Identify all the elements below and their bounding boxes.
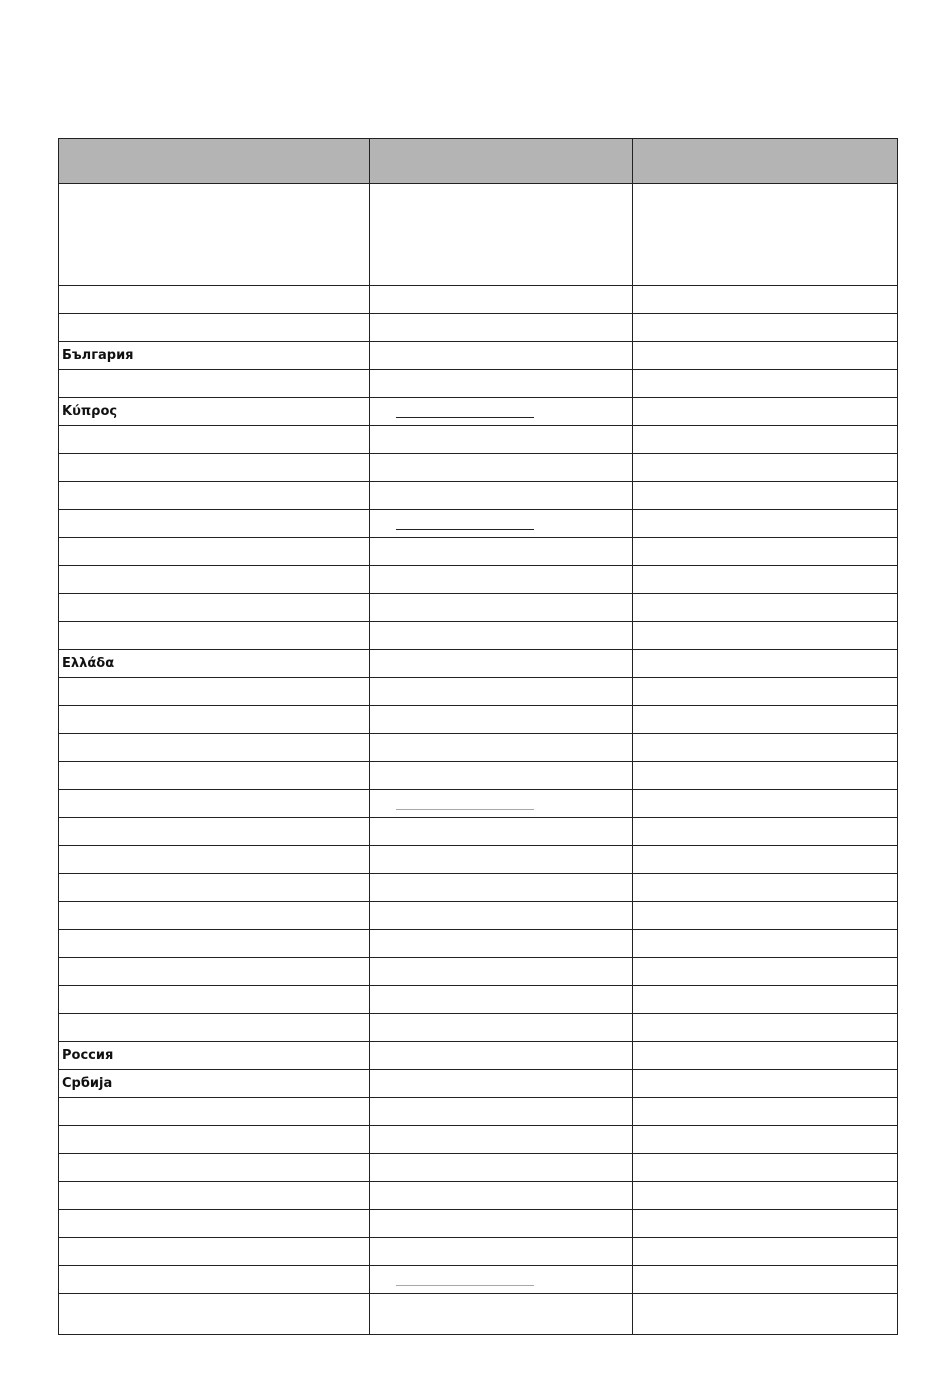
info-cell	[632, 734, 897, 762]
table-row	[59, 184, 898, 286]
info-cell	[632, 846, 897, 874]
info-cell	[632, 958, 897, 986]
contact-cell	[370, 734, 632, 762]
table-row	[59, 706, 898, 734]
country-cell	[59, 482, 370, 510]
country-cell	[59, 678, 370, 706]
country-cell	[59, 818, 370, 846]
table-row	[59, 930, 898, 958]
table-row	[59, 650, 898, 678]
contact-cell	[370, 902, 632, 930]
table-row	[59, 538, 898, 566]
contact-cell	[370, 958, 632, 986]
info-cell	[632, 482, 897, 510]
table-row	[59, 510, 898, 538]
contact-cell	[370, 1042, 632, 1070]
info-cell	[632, 818, 897, 846]
table-row	[59, 594, 898, 622]
country-cell	[59, 874, 370, 902]
contact-cell	[370, 986, 632, 1014]
info-cell	[632, 1042, 897, 1070]
info-cell	[632, 184, 897, 286]
contact-cell	[370, 930, 632, 958]
country-cell	[59, 1154, 370, 1182]
country-cell	[59, 594, 370, 622]
header-cell-country	[59, 139, 370, 184]
table-row	[59, 622, 898, 650]
contact-cell	[370, 1182, 632, 1210]
country-cell: Ελλάδα	[59, 650, 370, 678]
contact-cell	[370, 818, 632, 846]
country-cell	[59, 902, 370, 930]
table-body	[59, 184, 898, 1335]
info-cell	[632, 594, 897, 622]
country-cell: Србија	[59, 1070, 370, 1098]
contact-cell	[370, 398, 632, 426]
contact-cell	[370, 790, 632, 818]
country-cell	[59, 1014, 370, 1042]
table-row	[59, 454, 898, 482]
info-cell	[632, 678, 897, 706]
info-cell	[632, 1098, 897, 1126]
contact-link[interactable]	[396, 809, 534, 810]
country-cell: Κύπρος	[59, 398, 370, 426]
contact-cell	[370, 1126, 632, 1154]
contact-cell	[370, 1266, 632, 1294]
info-cell	[632, 622, 897, 650]
contact-cell	[370, 566, 632, 594]
country-cell	[59, 184, 370, 286]
info-cell	[632, 538, 897, 566]
info-cell	[632, 398, 897, 426]
country-cell	[59, 734, 370, 762]
country-cell	[59, 622, 370, 650]
info-cell	[632, 342, 897, 370]
header-cell-info	[632, 139, 897, 184]
table-row	[59, 370, 898, 398]
info-cell	[632, 874, 897, 902]
table-row	[59, 1266, 898, 1294]
info-cell	[632, 1070, 897, 1098]
info-cell	[632, 510, 897, 538]
header-cell-contact	[370, 139, 632, 184]
table-row	[59, 426, 898, 454]
table-row	[59, 790, 898, 818]
table-row	[59, 1042, 898, 1070]
contact-cell	[370, 874, 632, 902]
country-cell	[59, 566, 370, 594]
country-cell	[59, 846, 370, 874]
table-row	[59, 1182, 898, 1210]
contact-cell	[370, 1238, 632, 1266]
contact-cell	[370, 286, 632, 314]
table-row	[59, 1154, 898, 1182]
info-cell	[632, 286, 897, 314]
country-cell	[59, 1098, 370, 1126]
table-row	[59, 734, 898, 762]
table-row	[59, 902, 898, 930]
info-cell	[632, 1210, 897, 1238]
info-cell	[632, 1182, 897, 1210]
table-row	[59, 986, 898, 1014]
contact-cell	[370, 1098, 632, 1126]
country-cell	[59, 1294, 370, 1335]
country-cell	[59, 706, 370, 734]
info-cell	[632, 1294, 897, 1335]
contact-cell	[370, 1154, 632, 1182]
info-cell	[632, 566, 897, 594]
country-cell	[59, 370, 370, 398]
table-row	[59, 1238, 898, 1266]
table-row	[59, 1210, 898, 1238]
contact-cell	[370, 1210, 632, 1238]
contact-cell	[370, 1014, 632, 1042]
table-row	[59, 1070, 898, 1098]
country-cell	[59, 1182, 370, 1210]
info-cell	[632, 454, 897, 482]
table-row	[59, 1294, 898, 1335]
contact-cell	[370, 1294, 632, 1335]
country-cell	[59, 790, 370, 818]
country-cell: Россия	[59, 1042, 370, 1070]
country-cell	[59, 1238, 370, 1266]
country-cell	[59, 426, 370, 454]
info-cell	[632, 1154, 897, 1182]
table-row	[59, 846, 898, 874]
info-cell	[632, 370, 897, 398]
contact-link[interactable]	[396, 417, 534, 418]
country-cell	[59, 762, 370, 790]
table-row	[59, 342, 898, 370]
info-cell	[632, 1126, 897, 1154]
info-cell	[632, 902, 897, 930]
country-cell	[59, 986, 370, 1014]
table-row	[59, 818, 898, 846]
contact-cell	[370, 342, 632, 370]
country-cell	[59, 1210, 370, 1238]
contact-cell	[370, 482, 632, 510]
country-cell	[59, 454, 370, 482]
table-row	[59, 958, 898, 986]
info-cell	[632, 314, 897, 342]
table-row	[59, 678, 898, 706]
contact-cell	[370, 314, 632, 342]
country-cell	[59, 958, 370, 986]
table-row	[59, 286, 898, 314]
contact-cell	[370, 454, 632, 482]
country-cell	[59, 1126, 370, 1154]
contact-cell	[370, 622, 632, 650]
info-cell	[632, 1266, 897, 1294]
info-cell	[632, 706, 897, 734]
table-row	[59, 566, 898, 594]
table-row	[59, 482, 898, 510]
contact-cell	[370, 538, 632, 566]
contact-link[interactable]	[396, 1285, 534, 1286]
table-row	[59, 874, 898, 902]
info-cell	[632, 930, 897, 958]
table-row	[59, 314, 898, 342]
table-row	[59, 1098, 898, 1126]
country-cell	[59, 286, 370, 314]
contact-cell	[370, 594, 632, 622]
contact-link[interactable]	[396, 529, 534, 530]
info-cell	[632, 650, 897, 678]
table-header-row	[59, 139, 898, 184]
country-cell	[59, 314, 370, 342]
contact-cell	[370, 184, 632, 286]
contact-cell	[370, 706, 632, 734]
country-cell	[59, 510, 370, 538]
table-row	[59, 1014, 898, 1042]
info-cell	[632, 762, 897, 790]
contact-cell	[370, 370, 632, 398]
country-cell	[59, 538, 370, 566]
contact-cell	[370, 1070, 632, 1098]
contacts-table	[58, 138, 898, 1335]
info-cell	[632, 426, 897, 454]
info-cell	[632, 1238, 897, 1266]
contact-cell	[370, 650, 632, 678]
contact-cell	[370, 678, 632, 706]
contact-cell	[370, 426, 632, 454]
info-cell	[632, 986, 897, 1014]
country-cell: България	[59, 342, 370, 370]
info-cell	[632, 1014, 897, 1042]
contact-cell	[370, 762, 632, 790]
table-row	[59, 762, 898, 790]
table-row	[59, 398, 898, 426]
table-row	[59, 1126, 898, 1154]
country-cell	[59, 930, 370, 958]
info-cell	[632, 790, 897, 818]
contact-cell	[370, 510, 632, 538]
country-cell	[59, 1266, 370, 1294]
contact-cell	[370, 846, 632, 874]
